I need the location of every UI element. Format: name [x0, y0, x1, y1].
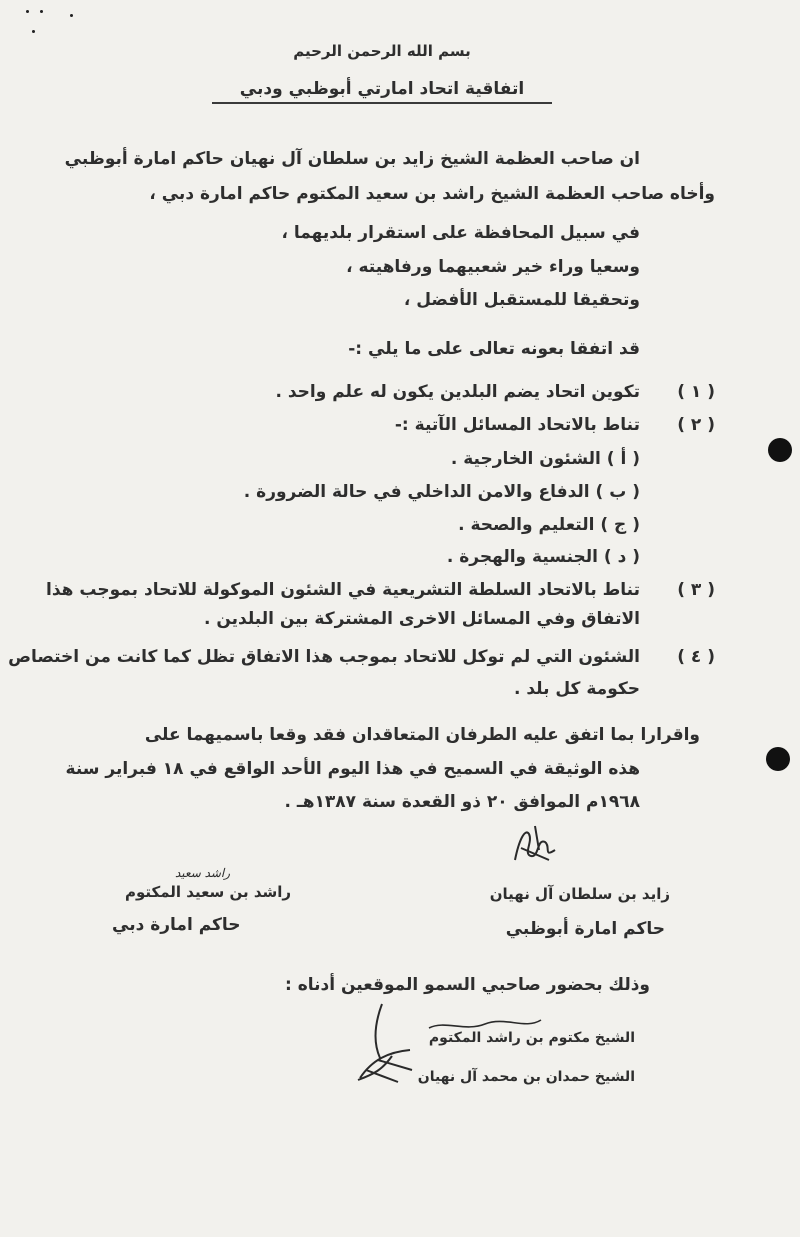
- closing-line-1: واقرارا بما اتفق عليه الطرفان المتعاقدان فقد وقعا باسميهما على: [144, 725, 700, 745]
- article-text-1: تكوين اتحاد يضم البلدين يكون له علم واحد .: [275, 382, 640, 402]
- ink-speck: [26, 10, 29, 13]
- article-number-4: ( ٤ ): [677, 647, 715, 667]
- closing-line-2: هذه الوثيقة في السميح في هذا اليوم الأحد الواقع في ١٨ فبراير سنة: [65, 759, 640, 779]
- article-text-3-cont: الاتفاق وفي المسائل الاخرى المشتركة بين البلدين .: [203, 609, 640, 629]
- ink-speck: [70, 14, 73, 17]
- article-number-3: ( ٣ ): [677, 580, 715, 600]
- ink-speck: [32, 30, 35, 33]
- document-title: اتفاقية اتحاد امارتي أبوظبي ودبي: [239, 79, 525, 99]
- purpose-line-1: في سبيل المحافظة على استقرار بلديهما ،: [281, 223, 640, 243]
- article-number-1: ( ١ ): [677, 382, 715, 402]
- sub-item-a: ( أ ) الشئون الخارجية .: [450, 449, 640, 469]
- punch-hole: [768, 438, 792, 462]
- article-text-4: الشئون التي لم توكل للاتحاد بموجب هذا الاتفاق تظل كما كانت من اختصاص: [8, 647, 640, 667]
- article-number-2: ( ٢ ): [677, 415, 715, 435]
- signatory-left-title: حاكم امارة دبي: [112, 915, 241, 935]
- ink-speck: [40, 10, 43, 13]
- sub-item-b: ( ب ) الدفاع والامن الداخلي في حالة الضرورة .: [243, 482, 640, 502]
- punch-hole: [766, 747, 790, 771]
- witness-2: الشيخ حمدان بن محمد آل نهيان: [417, 1069, 635, 1085]
- basmala: بسم الله الرحمن الرحيم: [293, 42, 471, 60]
- article-text-3: تناط بالاتحاد السلطة التشريعية في الشئون الموكولة للاتحاد بموجب هذا: [46, 580, 640, 600]
- article-text-2: تناط بالاتحاد المسائل الآتية :-: [394, 415, 640, 435]
- signatory-right-title: حاكم امارة أبوظبي: [505, 919, 665, 939]
- sub-item-d: ( د ) الجنسية والهجرة .: [446, 547, 640, 567]
- sub-item-c: ( ج ) التعليم والصحة .: [458, 515, 640, 535]
- signatory-right-name: زايد بن سلطان آل نهيان: [489, 885, 670, 903]
- article-text-4-cont: حكومة كل بلد .: [513, 679, 640, 699]
- purpose-line-2: وسعيا وراء خير شعبيهما ورفاهيته ،: [346, 257, 640, 277]
- signature-zayed: [505, 820, 565, 870]
- witness-1: الشيخ مكتوم بن راشد المكتوم: [428, 1030, 635, 1046]
- signature-rashid: راشد سعيد: [175, 866, 231, 880]
- signature-hamdan: [352, 1000, 422, 1085]
- purpose-line-3: وتحقيقا للمستقبل الأفضل ،: [403, 290, 640, 310]
- witness-statement: وذلك بحضور صاحبي السمو الموقعين أدناه :: [285, 975, 650, 995]
- intro-line-1: ان صاحب العظمة الشيخ زايد بن سلطان آل نهيان حاكم امارة أبوظبي: [64, 149, 640, 169]
- closing-line-3: ١٩٦٨م الموافق ٢٠ ذو القعدة سنة ١٣٨٧هـ .: [284, 792, 640, 812]
- intro-line-2: وأخاه صاحب العظمة الشيخ راشد بن سعيد المكتوم حاكم امارة دبي ،: [149, 184, 715, 204]
- title-underline: [212, 102, 552, 104]
- signatory-left-name: راشد بن سعيد المكتوم: [125, 883, 292, 901]
- agreement-statement: قد اتفقا بعونه تعالى على ما يلي :-: [348, 339, 640, 359]
